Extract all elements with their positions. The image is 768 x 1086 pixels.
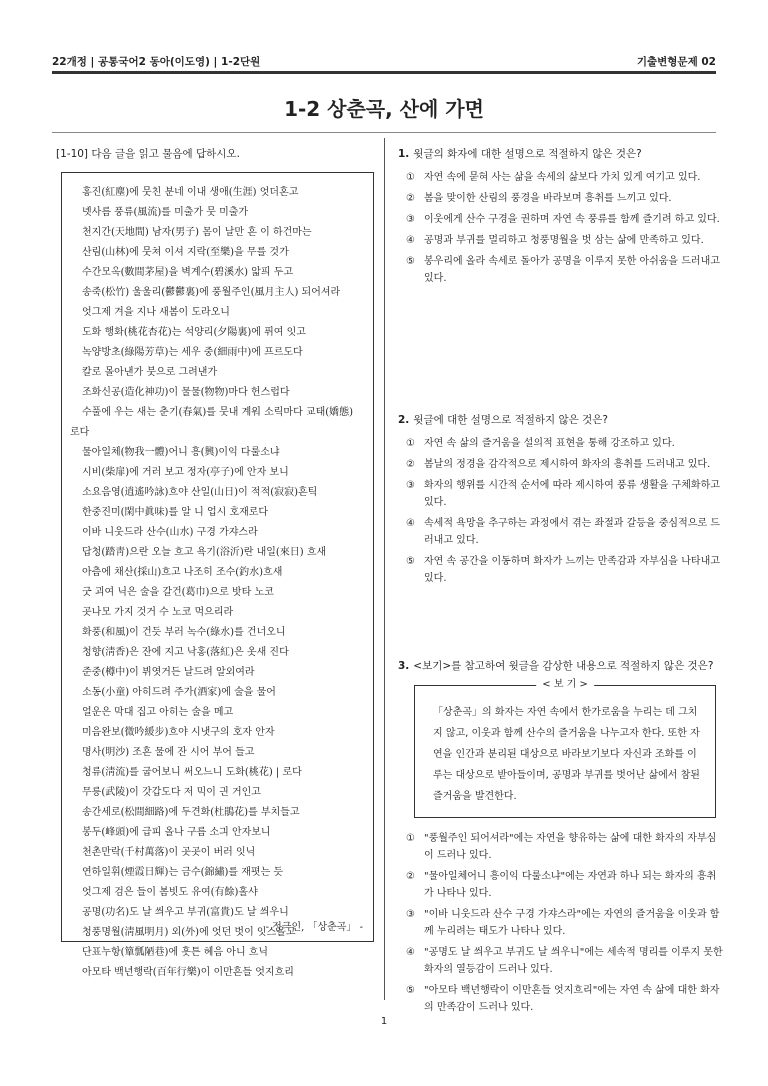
answer-option[interactable]	[406, 456, 724, 473]
passage-line: 명사(明沙) 조흔 물에 잔 시어 부어 들고	[82, 747, 255, 758]
option-text: 자연 속 공간을 이동하며 화자가 느끼는 만족감과 자부심을 나타내고 있다.	[424, 556, 720, 584]
option-text: 속세적 욕망을 추구하는 과정에서 겪는 좌절과 갈등을 중심적으로 드러내고 있다.	[424, 518, 720, 546]
passage-line: 홍진(紅塵)에 뭇친 분네 이내 생애(生涯) 엇더혼고	[82, 187, 299, 198]
question-text: <보기>를 참고하여 윗글을 감상한 내용으로 적절하지 않은 것은?	[413, 660, 714, 672]
passage-line: 천지간(天地間) 남자(男子) 몸이 날만 흔 이 하건마는	[82, 227, 312, 238]
answer-option[interactable]	[406, 253, 724, 287]
passage-line: 송간세로(松間細路)에 두견화(杜鵑花)를 부치들고	[82, 807, 300, 818]
passage-line: 로다	[70, 427, 90, 438]
header-rule	[52, 71, 716, 74]
passage-line: 연하일휘(煙霞日輝)는 금수(錦繡)를 재폇는 듯	[82, 867, 284, 878]
question-2	[398, 412, 724, 591]
option-text: "이바 니웃드라 산수 구경 가쟈스라"에는 자연의 즐거움을 이웃과 함께 누리려는 태도가 나타나 있다.	[424, 909, 720, 937]
option-number: ②	[406, 871, 415, 882]
option-text: "아모타 백년행락이 이만흔들 엇지흐리"에는 자연 속 삶에 대한 화자의 만족감이 드러나 있다.	[424, 985, 720, 1013]
question-text: 윗글에 대한 설명으로 적절하지 않은 것은?	[413, 414, 608, 426]
option-text: 화자의 행위를 시간적 순서에 따라 제시하여 풍류 생활을 구체화하고 있다.	[424, 480, 720, 508]
header-doc-type: 기출변형문제 02	[636, 56, 716, 68]
passage-line: 아츰에 채산(採山)흐고 나조히 조수(釣水)흐새	[82, 567, 283, 578]
option-number: ②	[406, 459, 415, 470]
instruction: [1-10] 다음 글을 읽고 물음에 답하시오.	[56, 148, 240, 160]
passage-line: 시비(柴扉)에 거러 보고 정자(亭子)에 안자 보니	[82, 467, 289, 478]
passage-line: 한중진미(閑中眞味)를 알 니 업시 호재로다	[82, 507, 269, 518]
option-text: 공명과 부귀를 멀리하고 청풍명월을 벗 삼는 삶에 만족하고 있다.	[424, 235, 704, 246]
passage-line: 봉두(峰頭)에 급피 올나 구름 소긔 안자보니	[82, 827, 271, 838]
passage-line: 물아일체(物我一體)어니 흥(興)이익 다룰소냐	[82, 447, 280, 458]
passage-line: 엇그제 검은 들이 봄빗도 유여(有餘)홀샤	[82, 887, 258, 898]
passage-line: 소동(小童) 아히드려 주가(酒家)에 술을 물어	[82, 687, 276, 698]
header-course-info: 22개정 | 공통국어2 동아(이도영) | 1-2단원	[52, 56, 261, 68]
question-number: 3.	[398, 660, 410, 672]
question-1	[398, 146, 724, 291]
bogi-text: 「상춘곡」의 화자는 자연 속에서 한가로움을 누리는 데 그치지 않고, 이웃과 함께 산수의 즐거움을 나누고자 한다. 또한 자연을 인간과 분리된 대상으로 바라보기보다 자신과 조화를 이루는 대상으로 받아들이며, 공명과 부귀를 벗어난 삶에서 참된 즐거움을 발견한다.	[433, 707, 700, 802]
question-stem	[398, 658, 724, 675]
passage-line: 얼운은 막대 집고 아히는 술을 메고	[82, 707, 234, 718]
option-number: ④	[406, 947, 415, 958]
answer-option[interactable]	[406, 190, 724, 207]
option-text: "풍월주인 되어셔라"에는 자연을 향유하는 삶에 대한 화자의 자부심이 드러나 있다.	[424, 833, 717, 861]
passage-line: 미음완보(微吟緩步)흐야 시냇구의 호자 안자	[82, 727, 275, 738]
passage-source: - 정극인, 「상춘곡」 -	[265, 922, 363, 933]
question-3	[398, 658, 724, 1020]
title-rule	[52, 132, 716, 133]
passage-line: 화풍(和風)이 건듯 부러 녹수(綠水)를 건너오니	[82, 627, 286, 638]
option-number: ①	[406, 438, 415, 449]
option-number: ③	[406, 480, 415, 491]
passage-line: 엇그제 겨을 지나 새봄이 도라오니	[82, 307, 230, 318]
passage-line: 굿 괴여 닉은 술을 갈건(葛巾)으로 밧타 노코	[82, 587, 274, 598]
option-number: ④	[406, 518, 415, 529]
passage-line: 산림(山林)에 뭇쳐 이셔 지락(至樂)을 무를 것가	[82, 247, 289, 258]
passage-line: 수간모옥(數間茅屋)을 벽계수(碧溪水) 앏픠 두고	[82, 267, 294, 278]
passage-line: 소요음영(逍遙吟詠)흐야 산일(山日)이 적적(寂寂)흔틱	[82, 487, 318, 498]
bogi-box	[414, 679, 716, 818]
passage-line: 청풍명월(淸風明月) 외(外)에 엇던 벗이 잇스올고	[82, 927, 296, 938]
passage-line: 천촌만락(千村萬落)이 곳곳이 버러 잇닉	[82, 847, 256, 858]
option-number: ⑤	[406, 556, 415, 567]
answer-option[interactable]	[406, 232, 724, 249]
option-number: ③	[406, 909, 415, 920]
answer-option[interactable]	[406, 169, 724, 186]
passage-lines	[70, 183, 367, 983]
passage-line: 칼로 몰아낸가 붓으로 그려낸가	[82, 367, 218, 378]
answer-option[interactable]	[406, 982, 724, 1016]
page-title: 1-2 상춘곡, 산에 가면	[284, 97, 484, 121]
passage-line: 공명(功名)도 날 씌우고 부귀(富貴)도 날 씌우니	[82, 907, 289, 918]
option-text: 자연 속 삶의 즐거움을 설의적 표현을 통해 강조하고 있다.	[424, 438, 675, 449]
passage-box	[61, 172, 374, 978]
option-text: "물아일체어니 흥이익 다룰소냐"에는 자연과 하나 되는 화자의 흥취가 나타나 있다.	[424, 871, 717, 899]
column-divider	[384, 138, 385, 1000]
option-number: ①	[406, 833, 415, 844]
passage-line: 단표누항(簞瓢陋巷)에 흣튼 혜음 아니 흐닉	[82, 947, 269, 958]
question-stem	[398, 412, 724, 429]
option-list	[398, 830, 724, 1016]
answer-option[interactable]	[406, 830, 724, 864]
option-number: ③	[406, 214, 415, 225]
option-list	[398, 169, 724, 287]
answer-option[interactable]	[406, 515, 724, 549]
answer-option[interactable]	[406, 868, 724, 902]
answer-option[interactable]	[406, 211, 724, 228]
passage-line: 곳나모 가지 것거 수 노코 먹으리라	[82, 607, 234, 618]
option-number: ①	[406, 172, 415, 183]
passage-line: 청향(淸香)은 잔에 지고 낙홍(落紅)은 옷새 진다	[82, 647, 289, 658]
page-number: 1	[380, 1016, 388, 1027]
answer-option[interactable]	[406, 553, 724, 587]
passage-line: 답청(踏靑)으란 오늘 흐고 욕기(浴沂)란 내일(來日) 흐새	[82, 547, 327, 558]
passage-line: 이바 니웃드라 산수(山水) 구경 가쟈스라	[82, 527, 258, 538]
answer-option[interactable]	[406, 944, 724, 978]
option-number: ⑤	[406, 985, 415, 996]
passage-line: 녯사름 풍류(風流)를 미출가 뭇 미출가	[82, 207, 249, 218]
option-text: 봉우리에 올라 속세로 돌아가 공명을 이루지 못한 아쉬움을 드러내고 있다.	[424, 256, 720, 284]
option-number: ④	[406, 235, 415, 246]
passage-line: 송죽(松竹) 울울리(鬱鬱裏)에 풍월주인(風月主人) 되어셔라	[82, 287, 341, 298]
answer-option[interactable]	[406, 906, 724, 940]
passage-line: 수풀에 우는 새는 춘기(春氣)를 뭇내 계워 소릭마다 교태(嬌態)	[82, 407, 354, 418]
option-number: ⑤	[406, 256, 415, 267]
passage-line: 청류(淸流)를 굽어보니 써오느니 도화(桃花) | 로다	[82, 767, 302, 778]
question-text: 윗글의 화자에 대한 설명으로 적절하지 않은 것은?	[413, 148, 642, 160]
bogi-label: < 보 기 >	[536, 678, 594, 692]
option-text: 이웃에게 산수 구경을 권하며 자연 속 풍류를 함께 즐기려 하고 있다.	[424, 214, 720, 225]
passage-line: 준중(樽中)이 뷔엿거든 날드려 알외여라	[82, 667, 255, 678]
option-text: 봄날의 정경을 감각적으로 제시하여 화자의 흥취를 드러내고 있다.	[424, 459, 711, 470]
question-stem	[398, 146, 724, 163]
passage-line: 아모타 백년행락(百年行樂)이 이만흔들 엇지흐리	[82, 967, 294, 978]
passage-line: 조화신공(造化神功)이 물물(物物)마다 헌스럽다	[82, 387, 290, 398]
answer-option[interactable]	[406, 477, 724, 511]
passage-line: 무릉(武陵)이 갓갑도다 저 믹이 긘 거인고	[82, 787, 261, 798]
option-number: ②	[406, 193, 415, 204]
option-text: 봄을 맞이한 산림의 풍경을 바라보며 흥취를 느끼고 있다.	[424, 193, 672, 204]
question-number: 2.	[398, 414, 410, 426]
passage-line: 녹양방초(綠陽芳草)는 세우 중(細雨中)에 프르도다	[82, 347, 303, 358]
option-text: 자연 속에 묻혀 사는 삶을 속세의 삶보다 가치 있게 여기고 있다.	[424, 172, 701, 183]
passage-line: 도화 행화(桃花杏花)는 석양리(夕陽裏)에 퓌여 잇고	[82, 327, 306, 338]
option-list	[398, 435, 724, 587]
answer-option[interactable]	[406, 435, 724, 452]
option-text: "공명도 날 씌우고 부귀도 날 씌우니"에는 세속적 명리를 이루지 못한 화자의 열등감이 드러나 있다.	[424, 947, 723, 975]
question-number: 1.	[398, 148, 410, 160]
